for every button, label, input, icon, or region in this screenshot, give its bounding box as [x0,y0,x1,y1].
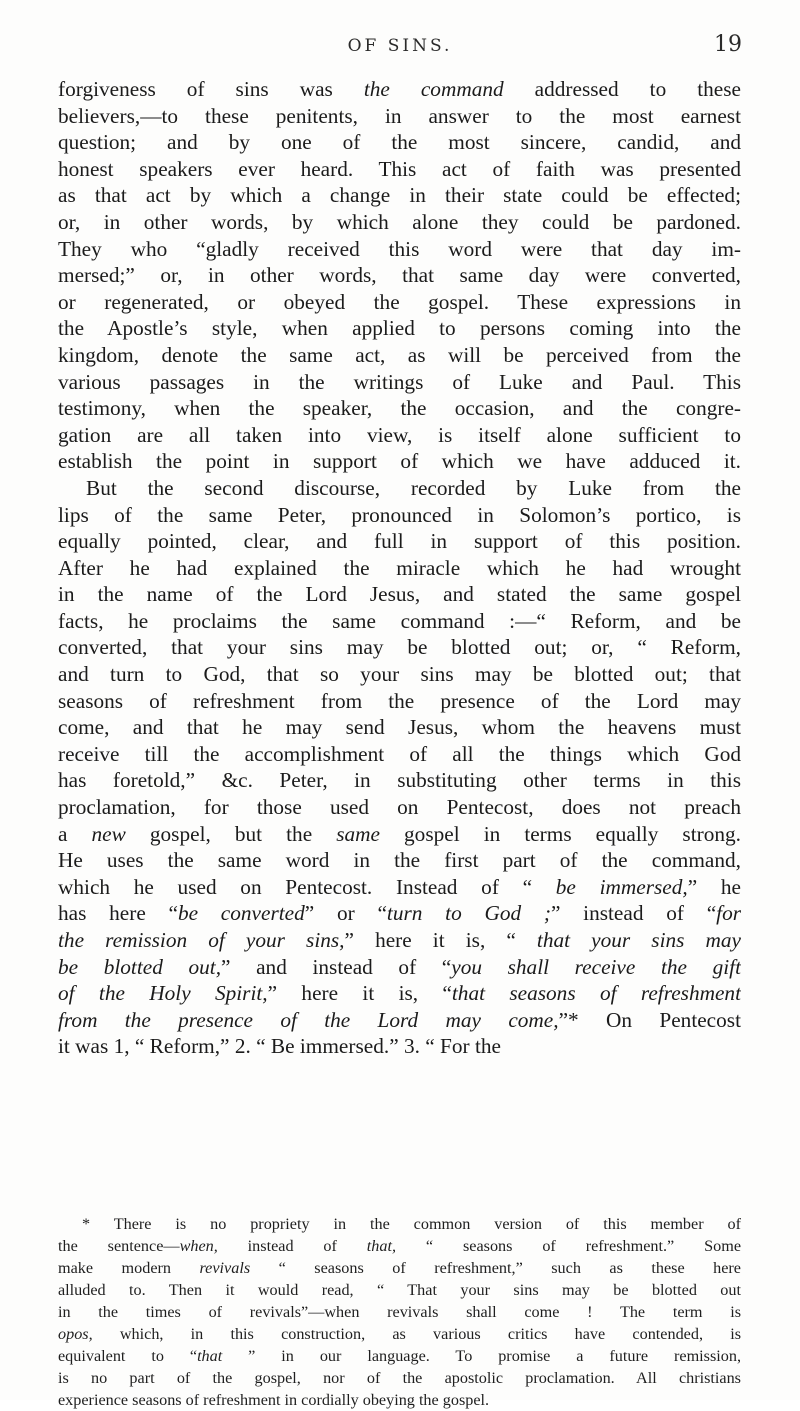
footnote-line [58,1213,741,1235]
footnote-line [58,1279,741,1301]
text-line [58,634,741,661]
italic-text: that seasons of refreshment [451,981,741,1006]
text-line [58,156,741,183]
text-run: gation are all taken into view, is itself alone sufficient to [58,422,741,447]
text-line [58,821,741,848]
text-line [58,475,741,502]
text-run: which, in this construction, as various critics have contended, is [92,1325,741,1343]
text-line [58,794,741,821]
text-line [58,76,741,103]
text-line [58,1033,741,1060]
text-run: alluded to. Then it would read, “ That your sins may be blotted out [58,1281,741,1299]
text-run: equivalent to “ [58,1347,198,1365]
italic-text: that your sins may [536,928,741,952]
text-run: experience seasons of refreshment in cordially obeying the gospel. [58,1391,490,1409]
body-text [58,76,741,1060]
text-line [58,289,741,316]
text-run: come, and that he may send Jesus, whom the heavens must [58,715,741,740]
text-run: ”* On Pentecost [558,1007,741,1032]
text-run: has here “ [58,901,178,926]
text-run: kingdom, denote the same act, as will be perceived from the [58,342,741,367]
footnote-line [58,1389,741,1411]
text-line [58,129,741,156]
text-line [58,741,741,768]
text-run: as that act by which a change in their state could be effected; [58,183,741,208]
text-line [58,103,741,130]
footnote [58,1213,741,1411]
text-run: ” here it is, “ [267,981,452,1006]
footnote-line [58,1367,741,1389]
text-run: “ seasons of refreshment.” Some [396,1237,741,1255]
italic-text: new [91,821,126,846]
text-line [58,661,741,688]
text-line [58,182,741,209]
text-run: forgiveness of sins was [58,77,364,101]
text-line [58,262,741,289]
italic-text: when, [179,1237,218,1255]
italic-text: be immersed, [555,874,688,899]
text-line [58,608,741,635]
text-line [58,581,741,608]
text-line [58,315,741,342]
text-run: or regenerated, or obeyed the gospel. These expressions in [58,289,741,314]
italic-text: the command [363,77,504,101]
text-run: But the second discourse, recorded by Luke from the [86,475,741,500]
text-line [58,422,741,449]
footnote-line [58,1345,741,1367]
text-line [58,927,741,954]
text-line [58,954,741,981]
text-run: in the times of revivals”—when revivals shall come ! The term is [58,1303,741,1321]
text-line [58,874,741,901]
text-run: the sentence— [58,1237,180,1255]
italic-text: from the presence of the Lord may come, [58,1007,559,1032]
text-run: mersed;” or, in other words, that same day were converted, [58,263,741,288]
text-run: in the name of the Lord Jesus, and stated the same gospel [58,582,741,607]
footnote-line [58,1301,741,1323]
text-run: addressed to these [503,77,741,101]
text-run: ” here it is, “ [344,928,537,952]
text-run: instead of [217,1237,367,1255]
italic-text: same [336,821,380,846]
text-run: “ seasons of refreshment,” such as these here [250,1259,741,1277]
italic-text: that [197,1347,223,1365]
text-run: lips of the same Peter, pronounced in Solomon’s portico, is [58,502,741,527]
text-line [58,448,741,475]
text-run: equally pointed, clear, and full in support of this position. [58,529,741,554]
footnote-line [58,1235,741,1257]
footnote-line [58,1257,741,1279]
text-run: testimony, when the speaker, the occasion, and the congre- [58,396,741,421]
text-line [58,688,741,715]
text-run: the Apostle’s style, when applied to persons coming into the [58,316,741,341]
italic-text: that, [366,1237,397,1255]
text-run: question; and by one of the most sincere, candid, and [58,130,741,155]
italic-text: you shall receive the gift [451,954,741,979]
page-number: 19 [714,32,742,57]
footnote-line [58,1323,741,1345]
text-run: and turn to God, that so your sins may be blotted out; that [58,662,741,687]
text-line [58,847,741,874]
italic-text: be converted [177,901,305,926]
text-line [58,528,741,555]
text-run: They who “gladly received this word were that day im- [58,236,741,261]
text-run: ” or “ [304,901,387,926]
text-run: receive till the accomplishment of all the things which God [58,741,741,766]
text-run: has foretold,” &c. Peter, in substituting other terms in this [58,768,741,793]
running-head [58,32,742,60]
text-run: it was 1, “ Reform,” 2. “ Be immersed.” 3. “ For the [58,1034,501,1059]
text-run: or, in other words, by which alone they could be pardoned. [58,209,741,234]
text-line [58,342,741,369]
text-run: ” in our language. To promise a future remission, [222,1347,741,1365]
text-run: facts, he proclaims the same command :—“ Reform, and be [58,608,741,633]
text-run: He uses the same word in the first part of the command, [58,848,741,873]
text-run: ” and instead of “ [221,954,452,979]
text-line [58,209,741,236]
text-run: a [58,821,92,846]
italic-text: opos, [58,1325,93,1343]
text-run: seasons of refreshment from the presence of the Lord may [58,688,741,713]
text-run: ” he [687,874,741,899]
text-run: honest speakers ever heard. This act of faith was presented [58,156,741,181]
italic-text: the remission of your sins, [58,928,345,952]
text-run: gospel in terms equally strong. [379,821,741,846]
text-run: which he used on Pentecost. Instead of “ [58,874,556,899]
italic-text: of the Holy Spirit, [58,981,268,1006]
text-run: ” instead of “ [550,901,717,926]
text-run: After he had explained the miracle which he had wrought [58,555,741,580]
italic-text: be blotted out, [58,954,222,979]
text-line [58,767,741,794]
running-head-title: OF SINS. [347,36,453,56]
text-line [58,369,741,396]
text-run: gospel, but the [125,821,337,846]
text-line [58,555,741,582]
text-run: various passages in the writings of Luke and Paul. This [58,369,741,394]
text-run: establish the point in support of which we have adduced it. [58,449,741,474]
text-run: believers,—to these penitents, in answer to the most earnest [58,103,741,128]
italic-text: revivals [199,1259,251,1277]
italic-text: for [716,901,741,926]
text-line [58,236,741,263]
text-run: proclamation, for those used on Pentecost, does not preach [58,795,741,820]
text-line [58,395,741,422]
text-line [58,900,741,927]
text-line [58,1007,741,1034]
text-line [58,502,741,529]
text-run: converted, that your sins may be blotted out; or, “ Reform, [58,635,741,660]
text-line [58,980,741,1007]
text-run: * There is no propriety in the common version of this member of [82,1215,741,1233]
text-run: make modern [58,1259,200,1277]
italic-text: turn to God ; [386,901,551,926]
text-line [58,714,741,741]
text-run: is no part of the gospel, nor of the apostolic proclamation. All christians [58,1369,741,1387]
